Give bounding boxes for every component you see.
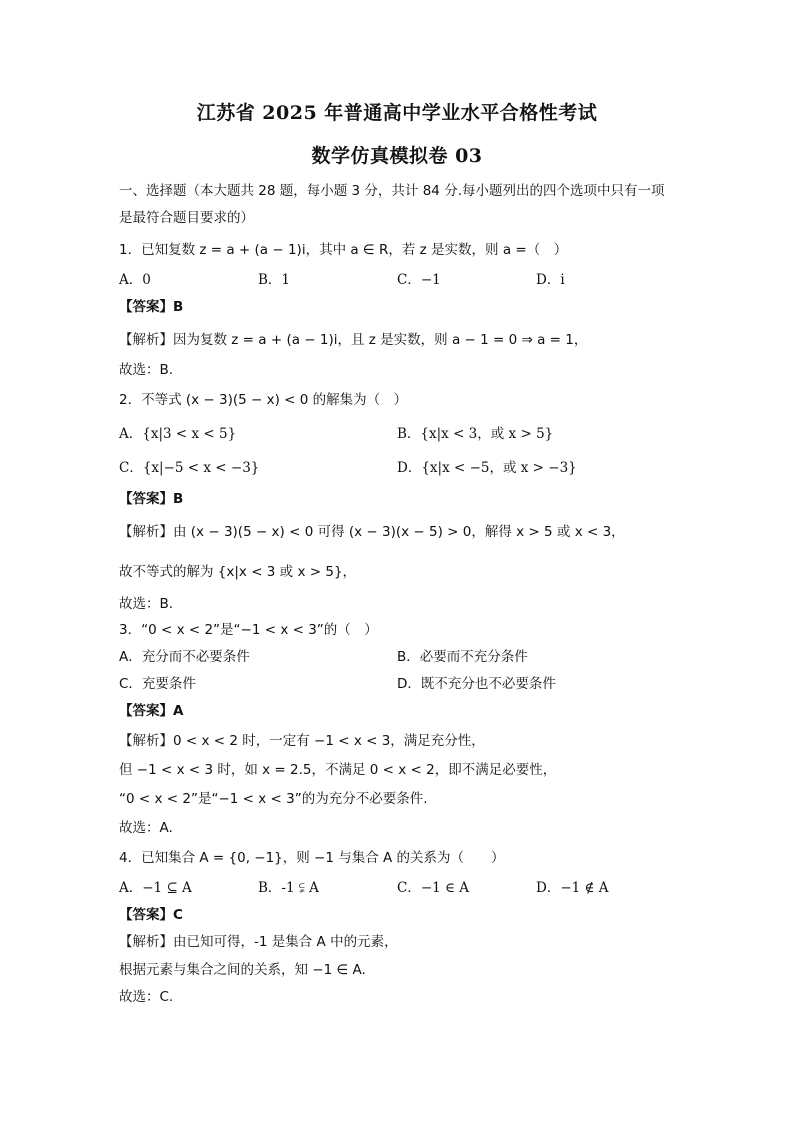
section-header-line2: 是最符合题目要求的） [119,210,254,226]
question-1-option-c: C．−1 [397,272,441,288]
question-1-stem: 1．已知复数 z = a + (a − 1)i，其中 a ∈ R，若 z 是实数，则 a =（ ） [119,242,568,258]
question-2-option-b: B．{x|x < 3，或 x > 5} [397,426,554,442]
question-3-option-b: B．必要而不充分条件 [397,649,528,665]
question-2-option-d: D．{x|x < −5，或 x > −3} [397,460,577,476]
exam-title: 江苏省 2025 年普通高中学业水平合格性考试 [196,102,598,124]
question-1-answer: 【答案】B [119,299,184,315]
question-4-option-a: A．−1 ⊆ A [119,880,192,896]
question-4-analysis-line3: 故选：C. [119,989,174,1005]
question-1-analysis-line2: 故选：B. [119,362,174,378]
question-3-option-c: C．充要条件 [119,676,196,692]
question-4-option-d: D．−1 ∉ A [536,880,609,896]
question-4-option-c: C．−1 ∈ A [397,880,470,896]
question-3-stem: 3．“0 < x < 2”是“−1 < x < 3”的（ ） [119,622,378,638]
question-2-option-c: C．{x|−5 < x < −3} [119,460,260,476]
question-3-answer: 【答案】A [119,703,184,719]
question-4-option-b: B．-1 ⫋ A [258,880,319,896]
question-3-analysis-line2: 但 −1 < x < 3 时，如 x = 2.5，不满足 0 < x < 2，即不满足必要性， [119,762,557,778]
question-4-analysis-line1: 【解析】由已知可得，-1 是集合 A 中的元素， [119,934,398,950]
question-2-answer: 【答案】B [119,491,184,507]
question-3-analysis-line1: 【解析】0 < x < 2 时，一定有 −1 < x < 3，满足充分性， [119,733,485,749]
question-2-analysis-line2: 故不等式的解为 {x|x < 3 或 x > 5}， [119,564,357,580]
question-3-option-d: D．既不充分也不必要条件 [397,676,556,692]
exam-subtitle: 数学仿真模拟卷 03 [311,145,483,167]
question-2-analysis-line1: 【解析】由 (x − 3)(5 − x) < 0 可得 (x − 3)(x − 5) > 0，解得 x > 5 或 x < 3， [119,524,625,540]
question-2-option-a: A．{x|3 < x < 5} [119,426,237,442]
question-4-analysis-line2: 根据元素与集合之间的关系，知 −1 ∈ A. [119,962,366,978]
question-3-analysis-line4: 故选：A. [119,820,173,836]
question-2-stem: 2．不等式 (x − 3)(5 − x) < 0 的解集为（ ） [119,392,408,408]
question-1-option-b: B．1 [258,272,291,288]
question-1-analysis-line1: 【解析】因为复数 z = a + (a − 1)i，且 z 是实数，则 a − 1 = 0 ⇒ a = 1， [119,332,588,348]
question-3-option-a: A．充分而不必要条件 [119,649,250,665]
question-1-option-d: D．i [536,272,565,288]
section-header-line1: 一、选择题（本大题共 28 题，每小题 3 分，共计 84 分.每小题列出的四个选项中只有一项 [119,183,665,199]
question-1-option-a: A．0 [119,272,151,288]
question-2-analysis-line3: 故选：B. [119,596,174,612]
question-4-stem: 4．已知集合 A = {0, −1}，则 −1 与集合 A 的关系为（ ） [119,850,505,866]
question-4-answer: 【答案】C [119,907,183,923]
question-3-analysis-line3: “0 < x < 2”是“−1 < x < 3”的为充分不必要条件. [119,791,428,807]
